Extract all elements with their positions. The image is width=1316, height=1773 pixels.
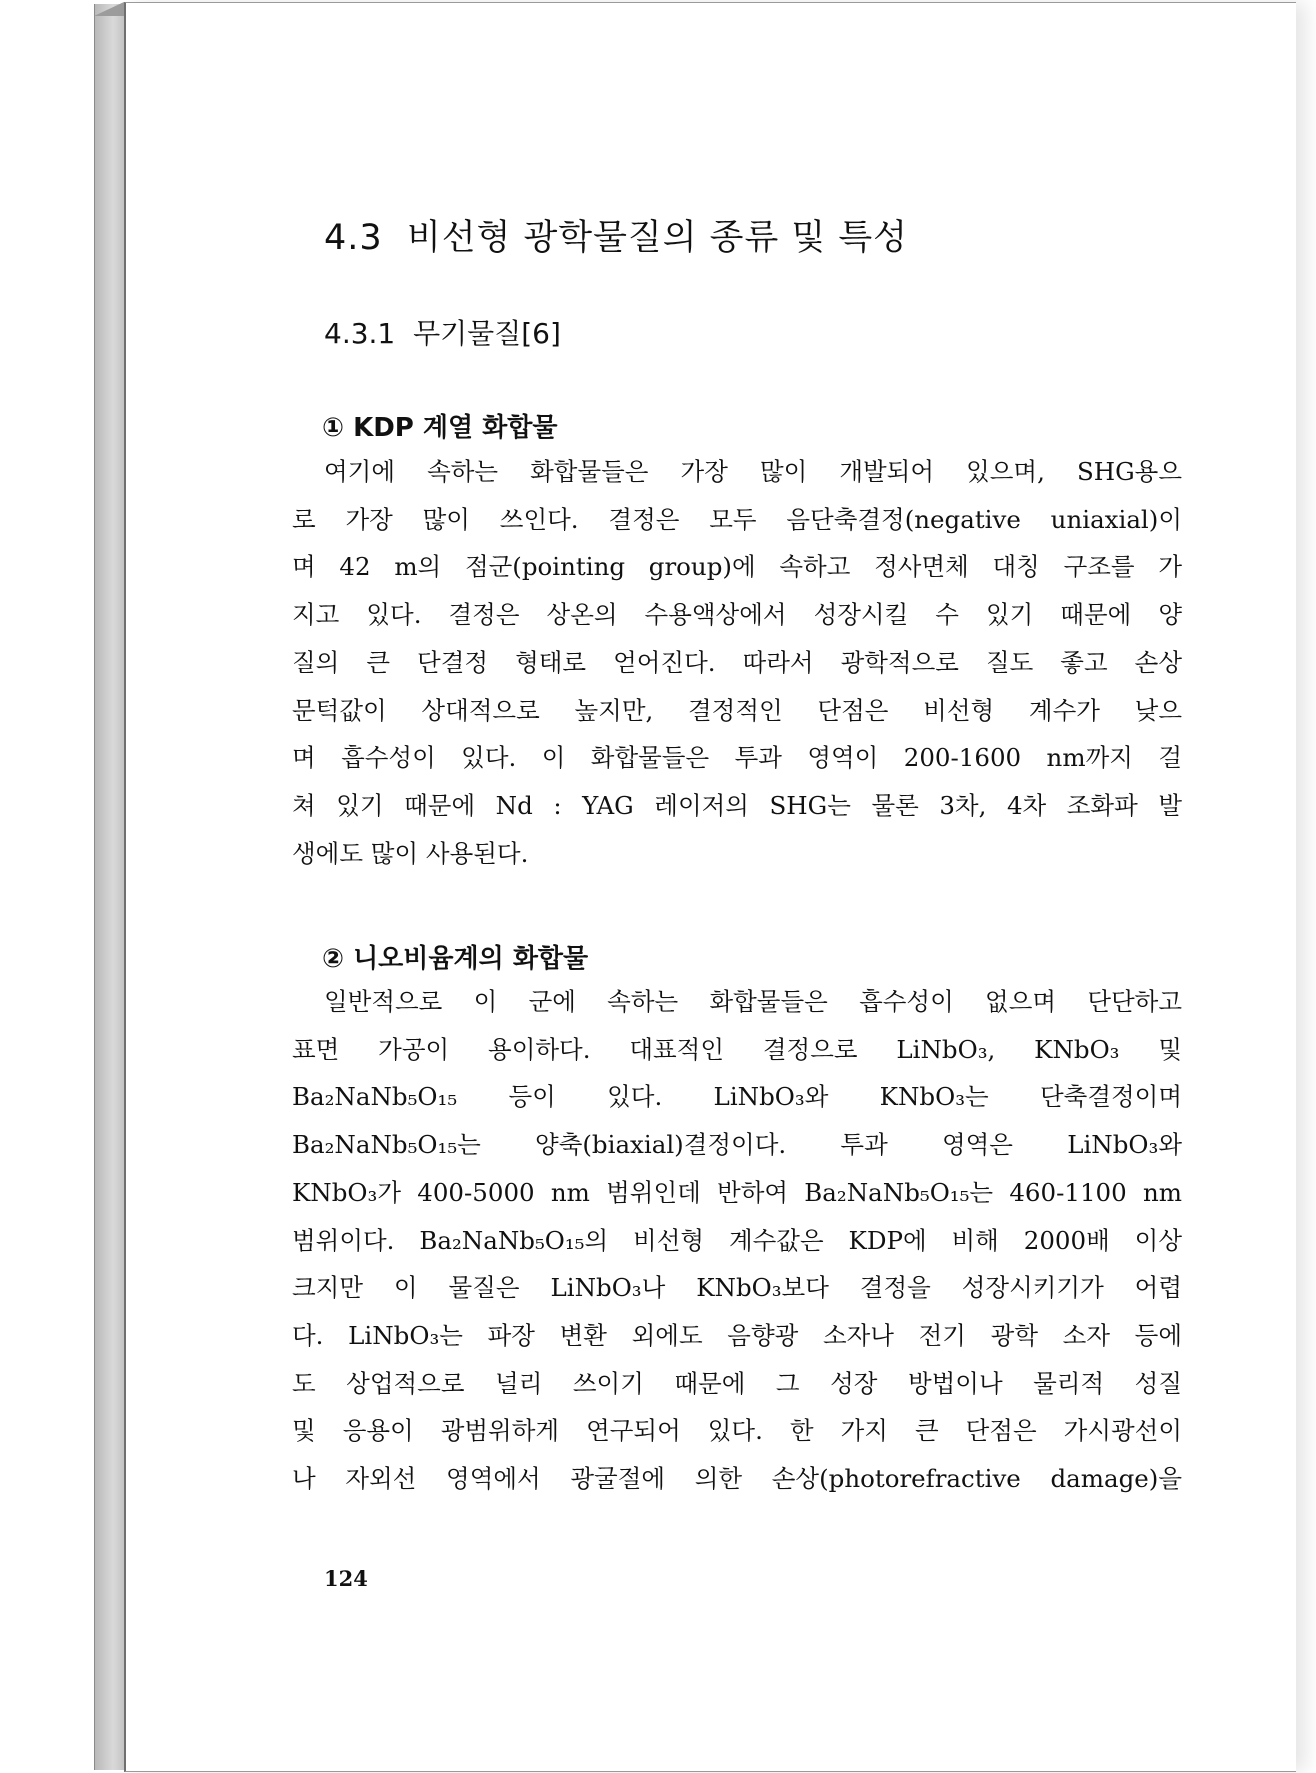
paragraph-line: 도 상업적으로 널리 쓰이기 때문에 그 성장 방법이나 물리적 성질 — [292, 1368, 1182, 1398]
section-heading — [324, 210, 908, 260]
paragraph-line: 다. LiNbO₃는 파장 변환 외에도 음향광 소자나 전기 광학 소자 등에 — [292, 1320, 1182, 1350]
paragraph-line: 며 42 m의 점군(pointing group)에 속하고 정사면체 대칭 구조를 가 — [292, 552, 1182, 582]
paragraph-line: KNbO₃가 400-5000 nm 범위인데 반하여 Ba₂NaNb₅O₁₅는 460-1100 nm — [292, 1177, 1182, 1207]
paragraph-line: 쳐 있기 때문에 Nd : YAG 레이저의 SHG는 물론 3차, 4차 조화파 발 — [292, 790, 1182, 820]
paragraph-line: 크지만 이 물질은 LiNbO₃나 KNbO₃보다 결정을 성장시키기가 어렵 — [292, 1273, 1182, 1303]
page-corner — [94, 2, 124, 16]
section-number: 4.3 — [324, 218, 383, 258]
paragraph-line: 생에도 많이 사용된다. — [292, 838, 529, 868]
paragraph-line: 나 자외선 영역에서 광굴절에 의한 손상(photorefractive damage)을 — [292, 1464, 1182, 1494]
item1-heading: ① KDP 계열 화합물 — [322, 413, 558, 443]
paragraph-line: 문턱값이 상대적으로 높지만, 결정적인 단점은 비선형 계수가 낮으 — [292, 695, 1182, 725]
paragraph-line: 질의 큰 단결정 형태로 얻어진다. 따라서 광학적으로 질도 좋고 손상 — [292, 647, 1182, 677]
page-number: 124 — [324, 1566, 368, 1591]
paragraph-line: 지고 있다. 결정은 상온의 수용액상에서 성장시킬 수 있기 때문에 양 — [292, 600, 1182, 630]
item2-heading: ② 니오비윰계의 화합물 — [322, 944, 589, 974]
book-spine — [94, 4, 125, 1770]
paragraph-line: Ba₂NaNb₅O₁₅ 등이 있다. LiNbO₃와 KNbO₃는 단축결정이며 — [292, 1082, 1182, 1112]
paragraph-line: 범위이다. Ba₂NaNb₅O₁₅의 비선형 계수값은 KDP에 비해 2000배 이상 — [292, 1225, 1182, 1255]
section-title: 비선형 광학물질의 종류 및 특성 — [406, 218, 908, 258]
subsection-number: 4.3.1 — [324, 317, 396, 350]
paragraph-line: 며 흡수성이 있다. 이 화합물들은 투과 영역이 200-1600 nm까지 걸 — [292, 743, 1182, 773]
paragraph-line: Ba₂NaNb₅O₁₅는 양축(biaxial)결정이다. 투과 영역은 LiNbO₃와 — [292, 1130, 1182, 1160]
book-page — [124, 2, 1296, 1772]
paragraph-line: 여기에 속하는 화합물들은 가장 많이 개발되어 있으며, SHG용으 — [324, 457, 1182, 486]
paragraph-line: 일반적으로 이 군에 속하는 화합물들은 흡수성이 없으며 단단하고 — [324, 987, 1182, 1016]
item2-paragraph — [292, 978, 1182, 1503]
subsection-heading — [324, 312, 561, 352]
paragraph-line: 로 가장 많이 쓰인다. 결정은 모두 음단축결정(negative uniaxial)이 — [292, 504, 1182, 534]
paragraph-line: 및 응용이 광범위하게 연구되어 있다. 한 가지 큰 단점은 가시광선이 — [292, 1416, 1182, 1446]
subsection-title: 무기물질[6] — [413, 317, 561, 350]
paragraph-line: 표면 가공이 용이하다. 대표적인 결정으로 LiNbO₃, KNbO₃ 및 — [292, 1034, 1182, 1064]
item1-paragraph — [292, 448, 1182, 877]
